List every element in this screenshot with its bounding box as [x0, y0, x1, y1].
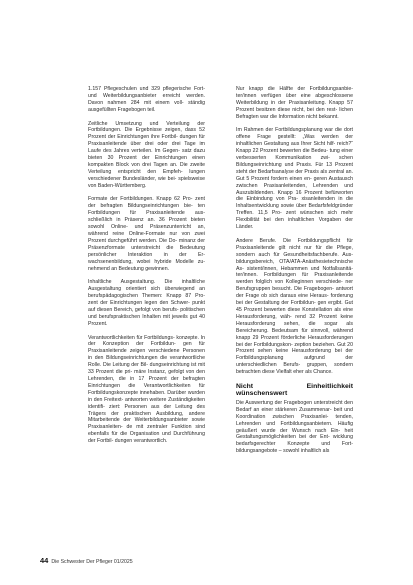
paragraph-verantwortlichkeiten: Verantwortlichkeiten für Fortbildungs- konzepte. In der Konzeption der Fortbildun- gen für Praxisanleitende zeigen verschiedene Personen in den Bildungseinrichtungen die verantwortliche Rolle. Die Leitung der Bil- dungseinrichtung ist mit 33 Prozent die pri- märe Instanz, gefolgt von den Lehrenden, die in 17 Prozent der befragten Einrichtungen die Verantwortlichkeiten für Fortbildungskonzepte innehaben. Darüber wurden in den Freitext- antworten weitere Zuständigkeiten identifi- ziert: Personen aus der Leitung des Trägers der praktischen Ausbildung, andere Mitarbeitende der Weiterbildungsanbieter sowie Praxisanleiten- de mit zentraler Funktion sind ebenfalls für die Organisation und Durchführung der Fortbil- dungen verantwortlich.: [88, 334, 205, 445]
right-column: [236, 86, 353, 462]
paragraph-auswertung: Die Auswertung der Fragebogen unterstreicht den Bedarf an einer stärkeren Zusammenar- beit und Koordination zwischen Praxisanlei- tenden, Lehrenden und Fortbildungsanbietern. Häufig geäußert wurde der Wunsch nach Ein- heit Gestaltungsmöglichkeiten bei der Ent- wicklung bedarfsgerechter Konzepte und Fort- bildungsangebote – sowohl inhaltlich als: [236, 399, 353, 455]
paragraph-intro: 1.157 Pflegeschulen und 329 pflegerische Fort- und Weiterbildungsanbieter erreicht werden. Davon nahmen 284 mit einem voll- ständig ausgefüllten Fragebogen teil.: [88, 86, 205, 113]
page-footer: [40, 557, 133, 566]
section-heading: Nicht Einheitlichkeit wünschenswert: [236, 382, 353, 398]
paragraph-inhaltliche-ausgestaltung: Inhaltliche Ausgestaltung. Die inhaltliche Ausgestaltung orientiert sich überwiegend an berufspädagogischen Themen: Knapp 87 Pro- zent der Einrichtungen legen den Schwer- punkt auf diesen Bereich, gefolgt von berufs- politischen und berufspraktischen Inhalten mit jeweils gut 40 Prozent.: [88, 279, 205, 327]
paragraph-fortbildungsplanung: Im Rahmen der Fortbildungsplanung war die dort offene Frage gestellt: „Was werden der inhaltlichen Gestaltung aus Ihrer Sicht hilf- reich?“ Knapp 22 Prozent bewerten die Bedeu- tung einer verbesserten Kommunikation zwi- schen Bildungseinrichtung und Praxis. Für 13 Prozent steht der Bedarfsanalyse der Praxis als zentral an. Gut 5 Prozent fordern einen en- geren Austausch zwischen Praxisanleitenden, Lehrenden und Auszubildenden. Knapp 16 Prozent befürworten die Einbindung von Pra- xisanleitenden in die Inhaltsentwicklung sowie über Bedarfsfeldgründer Treffen. 11,5 Pro- zent wünschen sich mehr Flexibilität bei den inhaltlichen Vorgaben der Länder.: [236, 127, 353, 231]
paragraph-formate: Formate der Fortbildungen. Knapp 62 Pro- zent der befragten Bildungseinrichtungen bie- ten Fortbildungen für Praxisanleitende aus- schließlich in Präsenz an. 36 Prozent bieten sowohl Online- und Präsenzunterricht an, während reine Online-Formate nur von zwei Prozent durchgeführt werden. Die Do- minanz der Präsenzformate unterstreicht die Bedeutung persönlicher Interaktion in der Er- wachsenenbildung, wobei hybride Modelle zu- nehmend an Bedeutung gewinnen.: [88, 196, 205, 272]
publication-name: Die Schwester Der Pfleger 01/2025: [51, 559, 133, 565]
left-column: [88, 86, 205, 452]
paragraph-zeitliche-umsetzung: Zeitliche Umsetzung und Verteilung der Fortbildungen. Die Ergebnisse zeigen, dass 52 Prozent der Einrichtungen ihre Fortbil- dungen für Praxisanleitende über drei oder drei Tage im Laufe des Jahres verteilen. Im Gegen- satz dazu bieten 30 Prozent der Einrichtungen einen kompakten Block von drei Tagen an. Die zweite Verteilung entspricht den Empfeh- lungen verschiedener Bundesländer, wie bei- spielsweise von Baden-Württemberg.: [88, 120, 205, 189]
page-number: 44: [40, 556, 49, 565]
paragraph-andere-berufe: Andere Berufe. Die Fortbildungspflicht für Praxisanleitende gilt nicht nur für die Pflege, sondern auch für Gesundheitsfachberufe. Aus- bildungsbereich, OTA/ATA-Anästhesietechnische As- sistent/innen, Hebammen und Notfallsanitä- ter/innen. Fortbildungen für Praxisanleitende werden folglich von Kolleginnen verschiede- ner Berufsgruppen besucht. Die Fragebogen- antwort der Frage ob sich daraus eine Heraus- forderung bei der Gestaltung der Fortbildun- gen ergibt. Gut 45 Prozent bewerten diese Konstellation als eine Herausforderung, wäh- rend 32 Prozent keine Herausforderung sehen, die sogar als Bereicherung. Bedeutsam für sinnvoll, während knapp 29 Prozent förderliche Herausforderungen bei der Fortbildungskon- zeption beziehen. Gut 20 Prozent sehen keine Herausforderung bei der Fortbildungsplanung aufgrund der unterschiedlichen Berufs- gruppen, sondern betrachten diese Vielfalt eher als Chance.: [236, 237, 353, 376]
paragraph-qualifikation: Nur knapp die Hälfte der Fortbildungsanbie- ter/innen verfügen über eine abgeschlossene Weiterbildung in der Praxisanleitung. Knapp 57 Prozent besitzen diese nicht, bei den rest- lichen Befragten war die Information nicht bekannt.: [236, 86, 353, 120]
